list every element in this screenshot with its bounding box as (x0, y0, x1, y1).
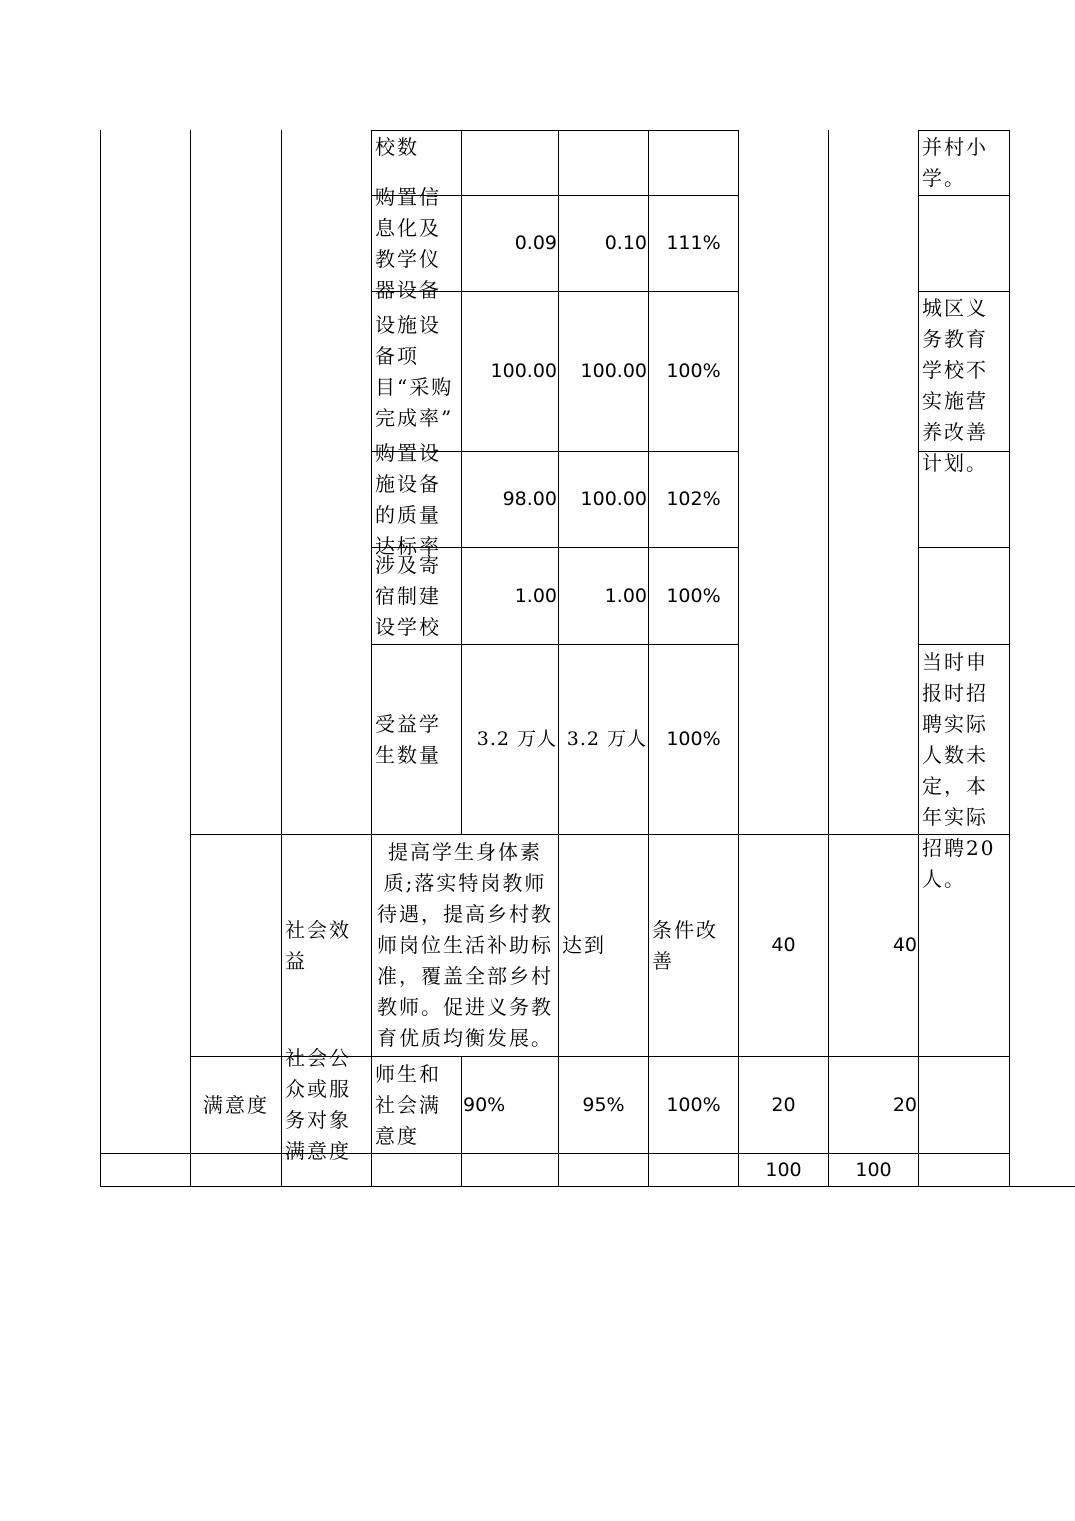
social-benefit-score: 40 (892, 934, 917, 956)
row3-target: 100.00 (490, 360, 557, 382)
row6-target: 3.2 万人 (476, 728, 557, 750)
satisfaction-score: 20 (892, 1093, 917, 1116)
row2-indicator: 购置信息化及教学仪器设备 (375, 184, 441, 302)
social-benefit-actual: 条件改善 (652, 917, 718, 973)
row4-indicator: 购置设施设备的质量达标率 (375, 440, 441, 558)
satisfaction-rate: 100% (666, 1093, 721, 1116)
row3-actual: 100.00 (580, 360, 647, 382)
row4-actual: 100.00 (580, 488, 647, 510)
row6-note: 当时申报时招聘实际人数未定，本年实际招聘20 人。 (922, 650, 996, 891)
vline-1 (190, 130, 191, 1187)
row2-rate: 111% (666, 232, 721, 254)
row1-note: 并村小学。 (922, 135, 988, 190)
row5-target: 1.00 (514, 584, 557, 607)
row5-indicator: 涉及寄宿制建设学校 (375, 552, 441, 639)
total-weight: 100 (765, 1158, 802, 1181)
row3-note: 城区义务教育学校不实施营养改善计划。 (922, 296, 988, 475)
satisfaction-weight: 20 (771, 1093, 796, 1116)
social-benefit-category: 社会效益 (285, 917, 351, 973)
satisfaction-indicator: 师生和社会满意度 (375, 1061, 441, 1148)
row5-rate: 100% (666, 584, 721, 607)
social-benefit-indicator: 提高学生身体素质;落实特岗教师待遇，提高乡村教师岗位生活补助标准，覆盖全部乡村教师。促进义务教育优质均衡发展。 (377, 840, 553, 1050)
satisfaction-actual: 95% (582, 1093, 625, 1116)
hline-note-4 (918, 547, 1010, 548)
social-benefit-weight: 40 (771, 934, 796, 956)
satisfaction-level2: 社会公众或服务对象满意度 (285, 1046, 351, 1163)
row4-target: 98.00 (502, 488, 557, 510)
vline-10 (1009, 130, 1010, 1187)
row6-actual: 3.2 万人 (566, 728, 647, 750)
row3-rate: 100% (666, 360, 721, 382)
row2-actual: 0.10 (604, 232, 647, 254)
row6-rate: 100% (666, 728, 721, 750)
row2-target: 0.09 (514, 232, 557, 254)
row1-indicator: 校数 (375, 135, 419, 159)
hline-note-1 (918, 195, 1010, 196)
satisfaction-target: 90% (463, 1093, 506, 1116)
row3-indicator: 设施设备项目“采购完成率” (375, 312, 454, 430)
satisfaction-level1: 满意度 (203, 1092, 269, 1117)
total-score: 100 (855, 1158, 892, 1181)
row6-indicator: 受益学生数量 (375, 711, 441, 767)
row5-actual: 1.00 (604, 584, 647, 607)
vline-0 (100, 130, 101, 1187)
row4-rate: 102% (666, 488, 721, 510)
hline-bottom (100, 1186, 1075, 1187)
social-benefit-target: 达到 (562, 933, 606, 957)
